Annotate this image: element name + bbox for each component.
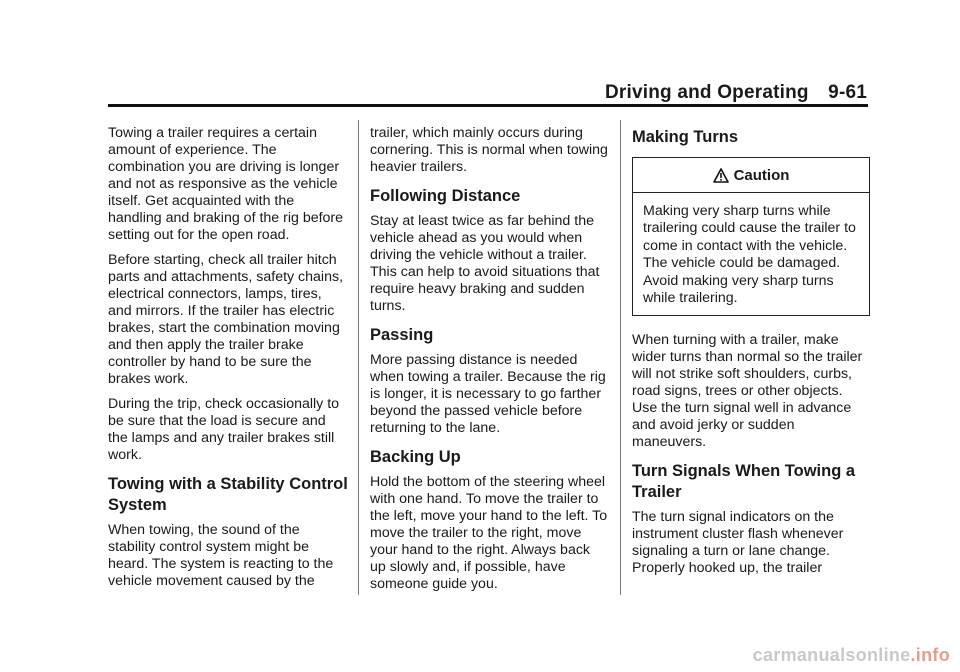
column-2 (370, 125, 608, 601)
column-1 (108, 125, 348, 598)
caution-label: Caution (733, 166, 790, 184)
section-title: Driving and Operating (605, 82, 809, 103)
paragraph: Before starting, check all trailer hitch parts and attachments, safety chains, electrical connectors, lamps, tires, and mirrors. If the trailer has electric brakes, start the combination moving and then apply the trailer brake controller by hand to be sure the brakes work. (108, 252, 344, 387)
header-rule (108, 104, 868, 107)
caution-header (633, 158, 869, 193)
paragraph: When towing, the sound of the stability control system might be heard. The system is reacting to the vehicle movement caused by the (108, 522, 334, 589)
section-heading: Passing (370, 326, 434, 344)
paragraph: Hold the bottom of the steering wheel with one hand. To move the trailer to the left, move your hand to the left. To move the trailer to the right, move your hand to the right. Always back up slowly and, if possible, have someone guide you. (370, 474, 608, 592)
column-3 (632, 125, 870, 585)
paragraph: Towing a trailer requires a certain amount of experience. The combination you are driving is longer and not as responsive as the vehicle itself. Get acquainted with the handling and braking of the rig before setting out for the open road. (108, 125, 344, 243)
section-heading: Turn Signals When Towing a Trailer (632, 462, 856, 502)
section-heading: Towing with a Stability Control System (108, 475, 348, 514)
paragraph: More passing distance is needed when towing a trailer. Because the rig is longer, it is necessary to go farther beyond the passed vehicle before returning to the lane. (370, 352, 606, 436)
column-divider (620, 120, 621, 595)
column-divider (358, 120, 359, 595)
page-number: 9-61 (828, 82, 867, 103)
warning-triangle-icon (713, 168, 729, 183)
paragraph: When turning with a trailer, make wider turns than normal so the trailer will not strike soft shoulders, curbs, road signs, trees or other objects. Use the turn signal well in advance and avoid jerky or sudden maneuvers. (632, 332, 863, 451)
paragraph: During the trip, check occasionally to be sure that the load is secure and the lamps and any trailer brakes still work. (108, 396, 340, 463)
caution-box (632, 157, 870, 316)
section-heading: Making Turns (632, 128, 739, 146)
watermark-main: carmanualsonline (752, 645, 911, 665)
watermark (753, 645, 950, 666)
caution-text: Making very sharp turns while trailering could cause the trailer to come in contact with the vehicle. The vehicle could be damaged. Avoid making very sharp turns while trailering. (643, 203, 856, 307)
section-heading: Backing Up (370, 448, 461, 466)
paragraph: trailer, which mainly occurs during cornering. This is normal when towing heavier trailers. (370, 125, 608, 175)
section-heading: Following Distance (370, 187, 521, 205)
paragraph: The turn signal indicators on the instrument cluster flash whenever signaling a turn or lane change. Properly hooked up, the trailer (632, 509, 844, 577)
watermark-tld: .info (910, 645, 950, 665)
paragraph: Stay at least twice as far behind the vehicle ahead as you would when driving the vehicle without a trailer. This can help to avoid situations that require heavy braking and sudden turns. (370, 213, 600, 314)
